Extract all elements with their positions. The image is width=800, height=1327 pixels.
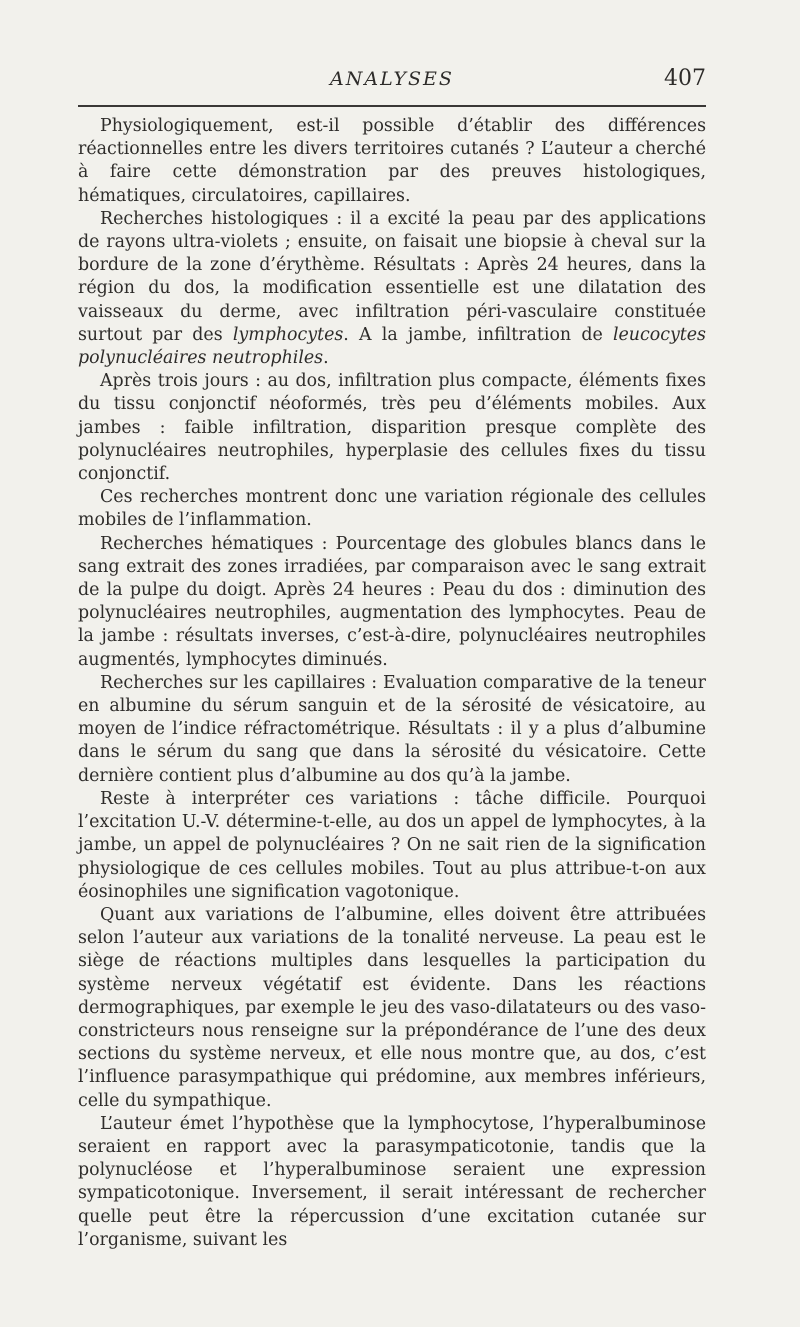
- paragraph-2-italic-lymphocytes: lymphocytes: [232, 324, 344, 345]
- paragraph-2: [78, 208, 706, 370]
- page-header: [78, 60, 706, 100]
- paragraph-9: L’auteur émet l’hypothèse que la lymphocytose, l’hyperalbuminose seraient en rapport avec la parasympaticotonie, tandis que la polynucléose et l’hyperalbuminose seraient une expression sympaticotonique. Inversement, il serait intéressant de rechercher quelle peut être la répercussion d’une excitation cutanée sur l’organisme, suivant les: [78, 1113, 706, 1250]
- paragraph-6: Recherches sur les capillaires : Evaluation comparative de la teneur en albumine du sérum sanguin et de la sérosité de vésicatoire, au moyen de l’indice réfractométrique. Résultats : il y a plus d’albumine dans le sérum du sang que dans la sérosité du vésicatoire. Cette dernière contient plus d’albumine au dos qu’à la jambe.: [78, 672, 706, 786]
- paragraph-1: Physiologiquement, est-il possible d’établir des différences réactionnelles entre les divers territoires cutanés ? L’auteur a cherché à faire cette démonstration par des preuves histologiques, hématiques, circulatoires, capillaires.: [78, 116, 706, 206]
- paragraph-3: Après trois jours : au dos, infiltration plus compacte, éléments fixes du tissu conjonctif néoformés, très peu d’éléments mobiles. Aux jambes : faible infiltration, disparition presque complète des polynucléaires neutrophiles, hyperplasie des cellules fixes du tissu conjonctif.: [78, 371, 706, 485]
- running-title: ANALYSES: [330, 68, 454, 90]
- paragraph-2-text-c: .: [323, 348, 329, 369]
- paragraph-2-text-b: . A la jambe, infiltration de: [343, 324, 613, 345]
- paragraph-7: Reste à interpréter ces variations : tâche difficile. Pourquoi l’excitation U.-V. détermine-t-elle, au dos un appel de lymphocytes, à la jambe, un appel de polynucléaires ? On ne sait rien de la signification physiologique de ces cellules mobiles. Tout au plus attribue-t-on aux éosinophiles une signification vagotonique.: [78, 788, 706, 902]
- paragraph-5: Recherches hématiques : Pourcentage des globules blancs dans le sang extrait des zones irradiées, par comparaison avec le sang extrait de la pulpe du doigt. Après 24 heures : Peau du dos : diminution des polynucléaires neutrophiles, augmentation des lymphocytes. Peau de la jambe : résultats inverses, c’est-à-dire, polynucléaires neutrophiles augmentés, lymphocytes diminués.: [78, 533, 706, 670]
- paragraph-8: Quant aux variations de l’albumine, elles doivent être attribuées selon l’auteur aux variations de la tonalité nerveuse. La peau est le siège de réactions multiples dans lesquelles la participation du système nerveux végétatif est évidente. Dans les réactions dermographiques, par exemple le jeu des vaso-dilatateurs ou des vaso-constricteurs nous renseigne sur la prépondérance de l’une des deux sections du système nerveux, et elle nous montre que, au dos, c’est l’influence parasympathique qui prédomine, aux membres inférieurs, celle du sympathique.: [78, 904, 706, 1111]
- body-text: [78, 115, 706, 1252]
- paragraph-2-text-a: Recherches histologiques : il a excité la peau par des applications de rayons ultra-violets ; ensuite, on faisait une biopsie à cheval sur la bordure de la zone d’érythème. Résultats : Après 24 heures, dans la région du dos, la modification essentielle est une dilatation des vaisseaux du derme, avec infiltration péri-vasculaire constituée surtout par des: [78, 208, 706, 345]
- paragraph-4: Ces recherches montrent donc une variation régionale des cellules mobiles de l’inflammation.: [78, 487, 706, 531]
- paragraph-2-italic-leucocytes: leucocytes polynucléaires neutrophiles: [78, 324, 706, 369]
- page-number: 407: [664, 66, 706, 91]
- header-rule: [78, 105, 706, 107]
